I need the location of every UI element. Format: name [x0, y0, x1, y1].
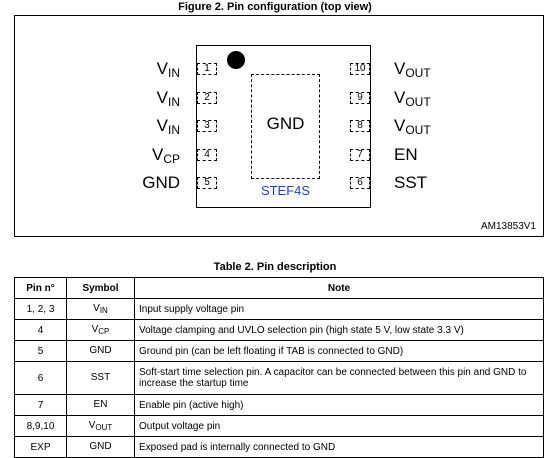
pin-box-right: 6 — [350, 177, 370, 189]
note-cell: Exposed pad is internally connected to GND — [135, 437, 544, 458]
table-row — [15, 395, 544, 416]
symbol-cell: $V_{IN}$ — [67, 299, 135, 320]
table-row — [15, 320, 544, 341]
table-caption: Table 2. Pin description — [213, 261, 337, 273]
pin-label-left: GND — [142, 173, 180, 192]
table-header-row — [15, 278, 544, 299]
pin-cell: 6 — [15, 362, 67, 395]
figure-reference-id: AM13853V1 — [480, 221, 536, 232]
col-header-note: Note — [135, 278, 544, 299]
pin1-marker-dot — [227, 51, 245, 69]
note-cell: Soft-start time selection pin. A capacitor can be connected between this pin and GND to increase the startup time — [135, 362, 544, 395]
pin-cell: 4 — [15, 320, 67, 341]
pin-label-right: $V_{OUT}$ — [394, 59, 431, 80]
pin-box-left: 3 — [197, 120, 217, 132]
note-cell: Output voltage pin — [135, 416, 544, 437]
pin-label-left: $V_{IN}$ — [156, 116, 180, 137]
table-row — [15, 341, 544, 362]
pin-cell: 5 — [15, 341, 67, 362]
col-header-pin: Pin n° — [15, 278, 67, 299]
part-label: STEF4S — [260, 183, 311, 198]
pin-cell: 8,9,10 — [15, 416, 67, 437]
pin-box-right: 7 — [350, 149, 370, 161]
symbol-cell: $V_{OUT}$ — [67, 416, 135, 437]
pin-box-left: 2 — [197, 92, 217, 104]
table-row — [15, 416, 544, 437]
pin-box-right: 8 — [350, 120, 370, 132]
pin-cell: 1, 2, 3 — [15, 299, 67, 320]
pin-label-right: SST — [394, 173, 428, 192]
note-cell: Input supply voltage pin — [135, 299, 544, 320]
pin-cell: EXP — [15, 437, 67, 458]
table-row — [15, 299, 544, 320]
pin-label-right: $V_{OUT}$ — [394, 88, 431, 109]
table-row — [15, 362, 544, 395]
exposed-pad-label: GND — [266, 114, 305, 133]
note-cell: Voltage clamping and UVLO selection pin (high state 5 V, low state 3.3 V) — [135, 320, 544, 341]
symbol-cell: GND — [67, 341, 135, 362]
col-header-symbol: Symbol — [67, 278, 135, 299]
symbol-cell: $V_{CP}$ — [67, 320, 135, 341]
pin-box-left: 1 — [197, 63, 217, 75]
pin-description-table — [14, 277, 544, 458]
symbol-cell: SST — [67, 362, 135, 395]
pin-label-left: $V_{IN}$ — [156, 59, 180, 80]
figure-caption: Figure 2. Pin configuration (top view) — [178, 1, 372, 13]
table-row — [15, 437, 544, 458]
symbol-cell: EN — [67, 395, 135, 416]
pin-label-right: EN — [394, 145, 418, 164]
pin-box-right: 10 — [350, 63, 370, 75]
pin-box-left: 4 — [197, 149, 217, 161]
symbol-cell: GND — [67, 437, 135, 458]
pin-box-left: 5 — [197, 177, 217, 189]
pin-label-left: $V_{IN}$ — [156, 88, 180, 109]
note-cell: Enable pin (active high) — [135, 395, 544, 416]
pin-label-right: $V_{OUT}$ — [394, 116, 431, 137]
note-cell: Ground pin (can be left floating if TAB is connected to GND) — [135, 341, 544, 362]
pin-box-right: 9 — [350, 92, 370, 104]
pin-label-left: $V_{CP}$ — [151, 145, 180, 166]
pin-cell: 7 — [15, 395, 67, 416]
